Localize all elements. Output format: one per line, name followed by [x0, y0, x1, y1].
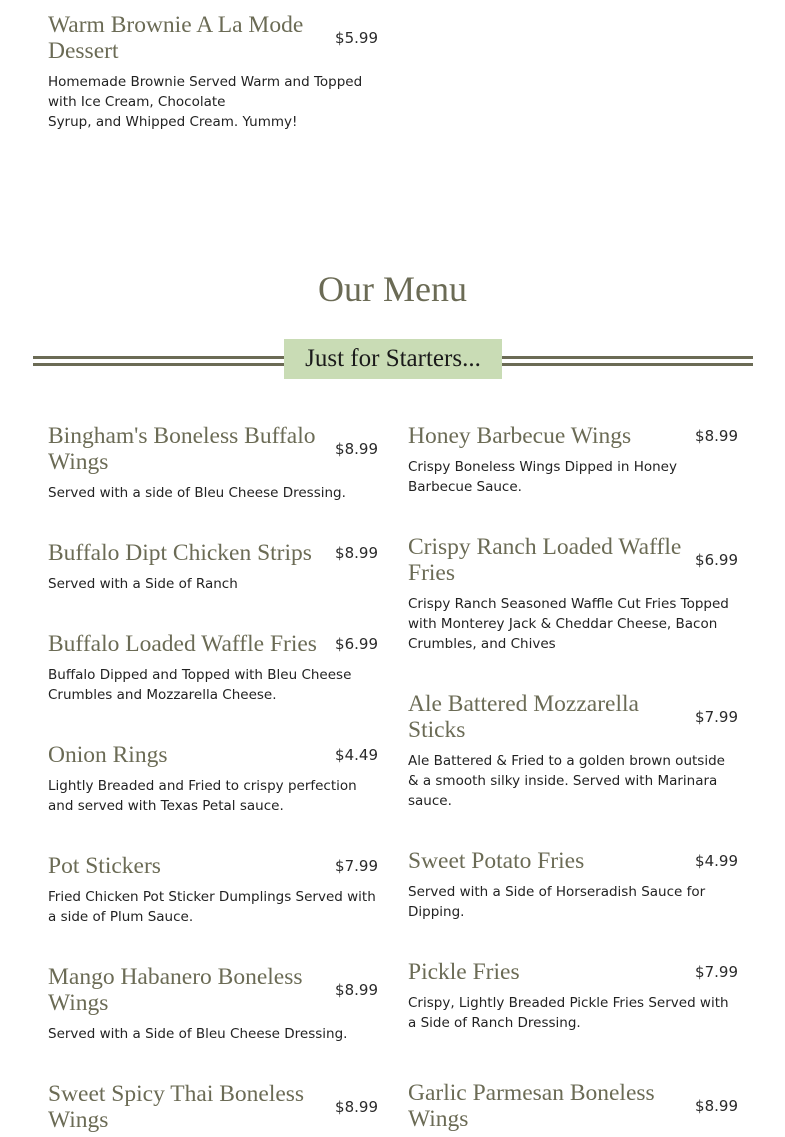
menu-item — [408, 423, 738, 497]
menu-item-description: Served with a Side of Ranch — [48, 576, 238, 592]
menu-item — [48, 964, 378, 1044]
menu-item-description: Crispy Ranch Seasoned Waffle Cut Fries Topped with Monterey Jack & Cheddar Cheese, Bacon Crumbles, and Chives — [408, 596, 729, 652]
menu-item-price: $8.99 — [335, 981, 378, 999]
menu-item-header — [48, 1081, 378, 1133]
menu-item-name: Sweet Potato Fries — [408, 848, 585, 874]
menu-item-header — [408, 1080, 738, 1132]
menu-title: Our Menu — [318, 269, 467, 309]
menu-item-name: Mango Habanero Boneless Wings — [48, 964, 303, 1016]
menu-item-description: Buffalo Dipped and Topped with Bleu Cheese Crumbles and Mozzarella Cheese. — [48, 667, 352, 703]
menu-item-description: Fried Chicken Pot Sticker Dumplings Served with a side of Plum Sauce. — [48, 889, 376, 925]
menu-item — [48, 423, 378, 503]
menu-item-price: $8.99 — [335, 1098, 378, 1116]
menu-item-header — [48, 12, 378, 64]
menu-item-price: $8.99 — [335, 440, 378, 458]
menu-item-price: $7.99 — [335, 857, 378, 875]
menu-item — [408, 848, 738, 922]
menu-item-description: Served with a Side of Horseradish Sauce for Dipping. — [408, 884, 706, 920]
menu-item-header — [408, 691, 738, 743]
menu-item-price: $8.99 — [695, 1097, 738, 1115]
section-label: Just for Starters... — [284, 339, 502, 379]
menu-item — [408, 959, 738, 1033]
menu-item-header — [408, 959, 738, 985]
menu-item-name: Bingham's Boneless Buffalo Wings — [48, 423, 316, 475]
menu-item-header — [48, 631, 378, 657]
menu-item-header — [48, 853, 378, 879]
menu-item-price: $8.99 — [695, 427, 738, 445]
menu-item-name: Onion Rings — [48, 742, 168, 768]
menu-item-name: Buffalo Dipt Chicken Strips — [48, 540, 312, 566]
menu-item-description: Homemade Brownie Served Warm and Topped with Ice Cream, Chocolate Syrup, and Whipped Cream. Yummy! — [48, 74, 363, 130]
menu-item-description: Served with a side of Bleu Cheese Dressing. — [48, 485, 346, 501]
menu-item-brownie — [48, 12, 378, 132]
menu-item-name: Garlic Parmesan Boneless Wings — [408, 1080, 655, 1132]
menu-item-name: Honey Barbecue Wings — [408, 423, 632, 449]
menu-item — [408, 1080, 738, 1132]
menu-item-description: Crispy, Lightly Breaded Pickle Fries Served with a Side of Ranch Dressing. — [408, 995, 729, 1031]
menu-item-name: Pot Stickers — [48, 853, 161, 879]
menu-item-description: Crispy Boneless Wings Dipped in Honey Barbecue Sauce. — [408, 459, 677, 495]
menu-item-price: $4.99 — [695, 852, 738, 870]
menu-item-price: $7.99 — [695, 708, 738, 726]
menu-item-price: $5.99 — [335, 29, 378, 47]
menu-item — [48, 853, 378, 927]
menu-item-name: Sweet Spicy Thai Boneless Wings — [48, 1081, 305, 1133]
menu-item-header — [408, 534, 738, 586]
menu-item — [408, 534, 738, 654]
menu-item — [48, 540, 378, 594]
menu-item-name: Ale Battered Mozzarella Sticks — [408, 691, 639, 743]
menu-item-price: $8.99 — [335, 544, 378, 562]
menu-item-price: $6.99 — [695, 551, 738, 569]
menu-item-header — [48, 423, 378, 475]
menu-item-name: Pickle Fries — [408, 959, 520, 985]
menu-item-header — [48, 742, 378, 768]
menu-item-header — [408, 848, 738, 874]
menu-item — [48, 742, 378, 816]
menu-item-header — [48, 540, 378, 566]
menu-item-description: Lightly Breaded and Fried to crispy perfection and served with Texas Petal sauce. — [48, 778, 357, 814]
menu-item-header — [48, 964, 378, 1016]
menu-item — [48, 631, 378, 705]
menu-item-price: $6.99 — [335, 635, 378, 653]
menu-item-name: Warm Brownie A La Mode Dessert — [48, 12, 304, 64]
menu-item-price: $7.99 — [695, 963, 738, 981]
menu-item-header — [408, 423, 738, 449]
menu-item-name: Buffalo Loaded Waffle Fries — [48, 631, 317, 657]
menu-item-price: $4.49 — [335, 746, 378, 764]
menu-item-description: Ale Battered & Fried to a golden brown outside & a smooth silky inside. Served with Marinara sauce. — [408, 753, 725, 809]
menu-item-description: Served with a Side of Bleu Cheese Dressing. — [48, 1026, 348, 1042]
menu-item — [48, 1081, 378, 1133]
menu-item-name: Crispy Ranch Loaded Waffle Fries — [408, 534, 682, 586]
menu-item — [408, 691, 738, 811]
